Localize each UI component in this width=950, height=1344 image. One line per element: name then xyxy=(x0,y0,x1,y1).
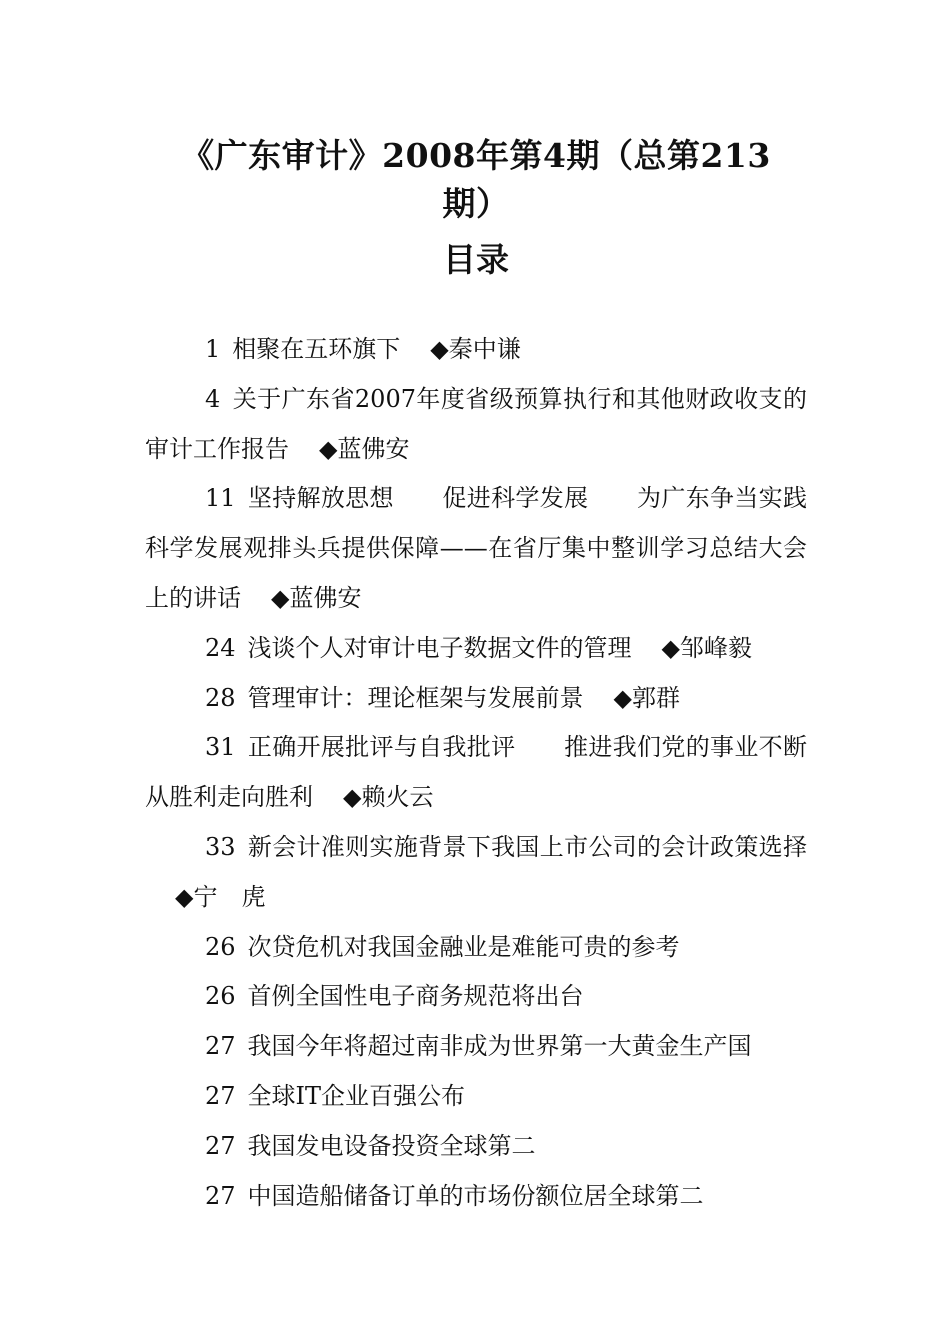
entry-page-number: 11 xyxy=(205,484,236,513)
toc-entry[interactable] xyxy=(145,474,807,623)
entry-title: 浅谈个人对审计电子数据文件的管理 xyxy=(247,633,632,662)
entry-page-number: 31 xyxy=(205,733,236,762)
entry-title: 我国发电设备投资全球第二 xyxy=(247,1131,536,1160)
entry-page-number: 27 xyxy=(205,1081,236,1110)
toc-entry[interactable] xyxy=(145,375,807,475)
toc-entry[interactable] xyxy=(145,1022,807,1072)
entry-title: 坚持解放思想 促进科学发展 为广东争当实践科学发展观排头兵提供保障——在省厅集中整训学习总结大会上的讲话 xyxy=(145,484,807,612)
document-title-line-2: 期） xyxy=(442,184,510,223)
entry-page-number: 26 xyxy=(205,982,236,1011)
document-title-line-1: 《广东审计》2008年第4期（总第213 xyxy=(181,136,771,175)
entry-page-number: 4 xyxy=(205,384,221,413)
entry-title: 中国造船储备订单的市场份额位居全球第二 xyxy=(247,1181,704,1210)
entry-page-number: 1 xyxy=(205,335,221,363)
entry-page-number: 26 xyxy=(205,932,236,961)
entry-page-number: 24 xyxy=(205,633,236,662)
entry-page-number: 33 xyxy=(205,832,236,861)
entry-author: ◆邹峰毅 xyxy=(661,633,753,662)
toc-entry[interactable] xyxy=(145,325,807,375)
entry-title: 相聚在五环旗下 xyxy=(232,335,401,363)
toc-entry[interactable] xyxy=(145,1172,807,1222)
toc-entry[interactable] xyxy=(145,923,807,973)
entry-title: 新会计准则实施背景下我国上市公司的会计政策选择 xyxy=(247,832,807,861)
entry-title: 关于广东省2007年度省级预算执行和其他财政收支的审计工作报告 xyxy=(145,384,807,463)
toc-entry[interactable] xyxy=(145,723,807,823)
entry-title: 次贷危机对我国金融业是难能可贵的参考 xyxy=(247,932,680,961)
table-of-contents xyxy=(145,325,807,1221)
title-block xyxy=(145,132,807,284)
toc-heading: 目录 xyxy=(443,240,509,279)
entry-title: 全球IT企业百强公布 xyxy=(247,1081,466,1110)
toc-entry[interactable] xyxy=(145,624,807,674)
toc-entry[interactable] xyxy=(145,972,807,1022)
toc-entry[interactable] xyxy=(145,674,807,724)
entry-title: 首例全国性电子商务规范将出台 xyxy=(247,982,584,1011)
entry-title: 我国今年将超过南非成为世界第一大黄金生产国 xyxy=(247,1032,752,1061)
entry-title: 管理审计：理论框架与发展前景 xyxy=(247,683,584,712)
entry-page-number: 28 xyxy=(205,683,236,712)
entry-author: ◆宁 虎 xyxy=(175,882,266,911)
entry-author: ◆郭群 xyxy=(613,683,681,712)
entry-author: ◆蓝佛安 xyxy=(271,583,362,612)
entry-author: ◆蓝佛安 xyxy=(319,434,410,463)
entry-page-number: 27 xyxy=(205,1131,236,1160)
entry-page-number: 27 xyxy=(205,1032,236,1061)
entry-title: 正确开展批评与自我批评 推进我们党的事业不断从胜利走向胜利 xyxy=(145,733,807,812)
toc-entry[interactable] xyxy=(145,1122,807,1172)
toc-entry[interactable] xyxy=(145,823,807,923)
entry-author: ◆秦中谦 xyxy=(430,335,521,363)
entry-author: ◆赖火云 xyxy=(343,783,434,812)
entry-page-number: 27 xyxy=(205,1181,236,1210)
toc-entry[interactable] xyxy=(145,1072,807,1122)
